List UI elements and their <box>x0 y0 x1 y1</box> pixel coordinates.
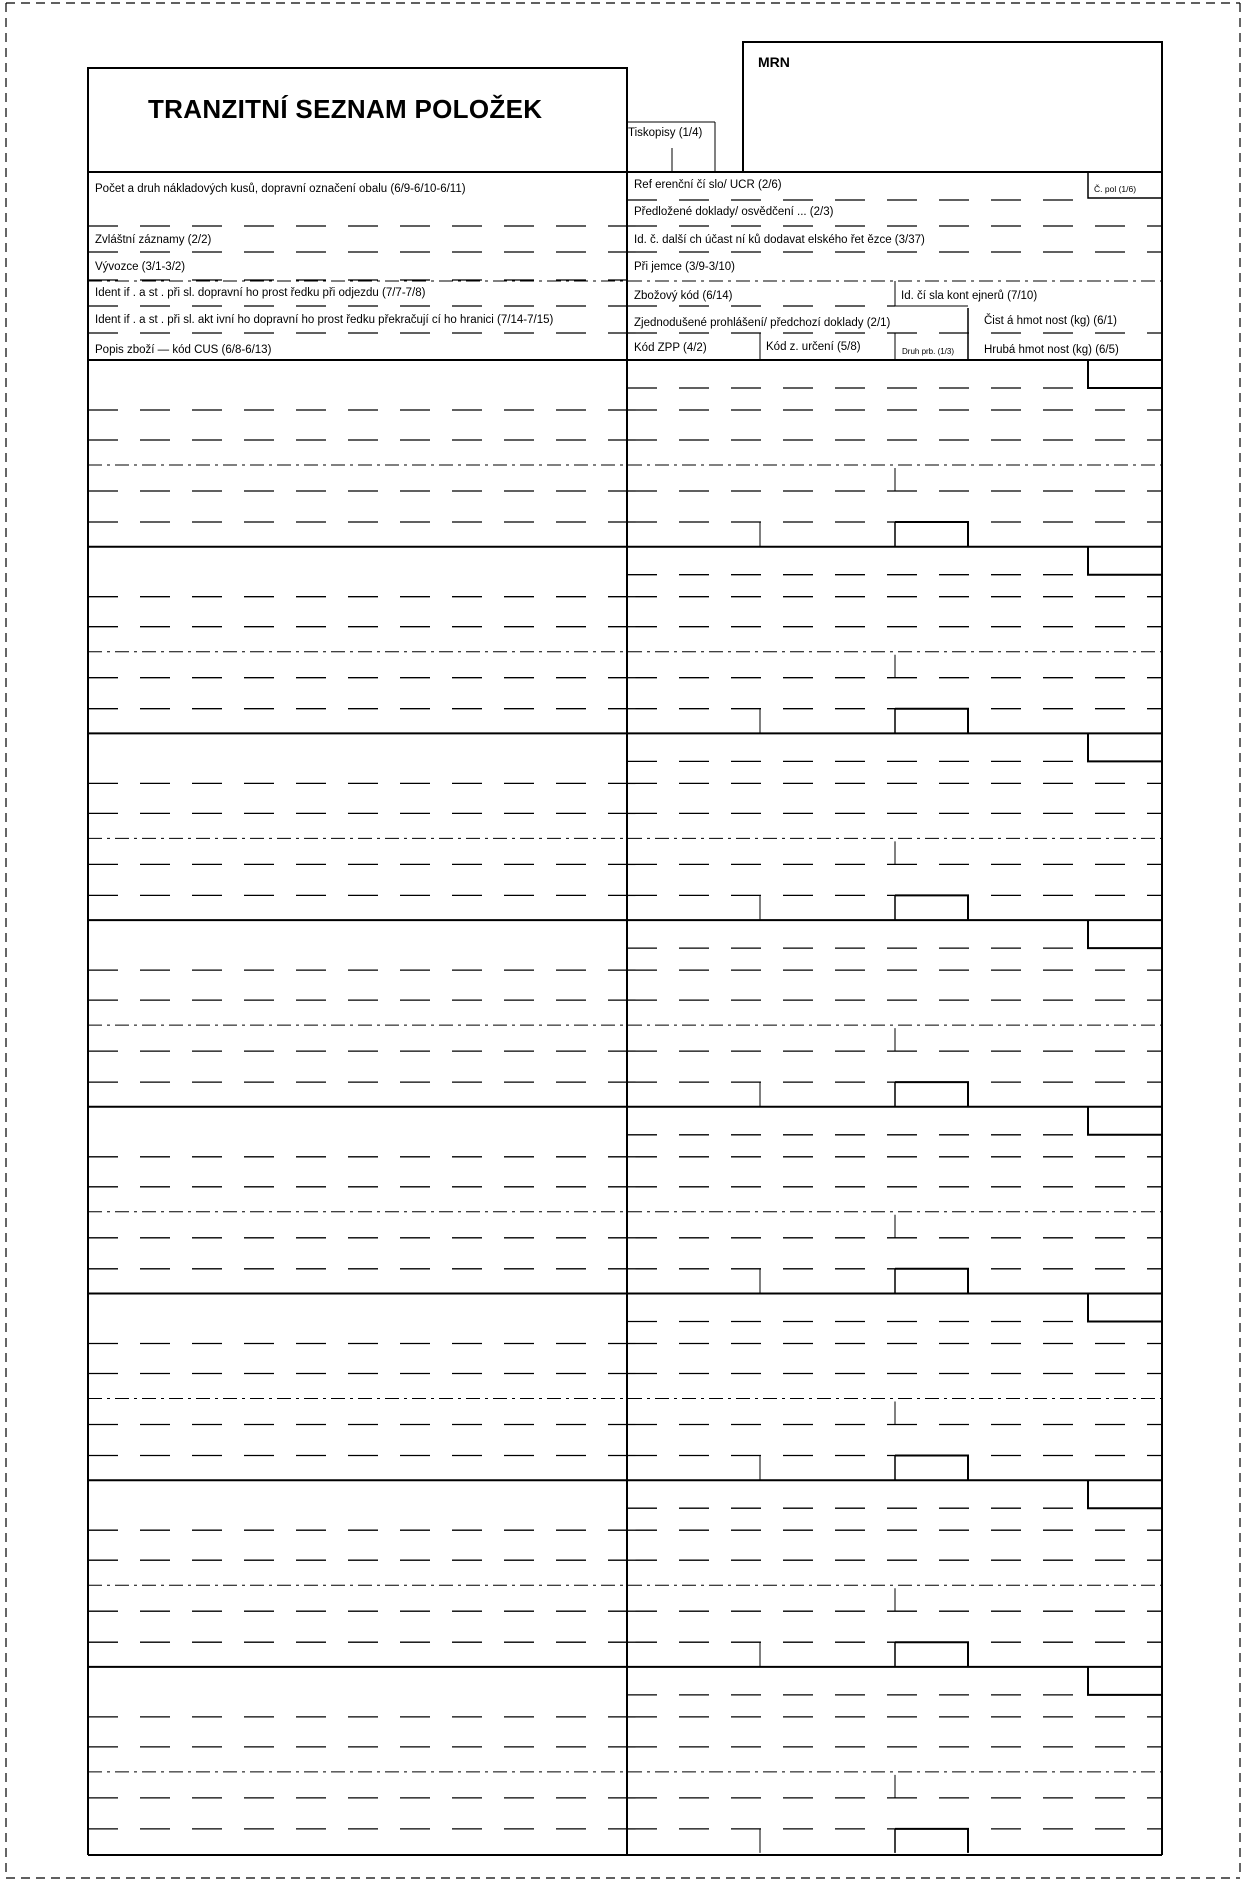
form-title: TRANZITNÍ SEZNAM POLOŽEK <box>148 94 543 124</box>
consignee-label: Při jemce (3/9-3/10) <box>634 261 735 273</box>
destination-code-label: Kód z. určení (5/8) <box>766 341 861 353</box>
gross-box <box>895 1642 968 1666</box>
transit-type-label: Druh prb. (1/3) <box>902 347 955 356</box>
gross-box <box>895 1082 968 1106</box>
item-number-notch <box>1088 1667 1162 1695</box>
exporter-label: Vývozce (3/1-3/2) <box>95 261 186 273</box>
mrn-box <box>743 42 1162 172</box>
commodity-code-label: Zbožový kód (6/14) <box>634 290 733 302</box>
item-number-notch <box>1088 1107 1162 1135</box>
tiskopisy-label: Tiskopisy (1/4) <box>628 127 703 139</box>
net-mass-label: Čist á hmot nost (kg) (6/1) <box>984 315 1117 327</box>
gross-box <box>895 1456 968 1480</box>
special-records-label: Zvláštní záznamy (2/2) <box>95 234 212 246</box>
goods-description-label: Popis zboží — kód CUS (6/8-6/13) <box>95 344 272 356</box>
item-number-label: Č. pol (1/6) <box>1094 184 1137 194</box>
reference-number-label: Ref erenční čí slo/ UCR (2/6) <box>634 179 782 191</box>
documents-label: Předložené doklady/ osvědčení ... (2/3) <box>634 206 834 218</box>
mrn-label: MRN <box>758 54 790 70</box>
container-id-label: Id. čí sla kont ejnerů (7/10) <box>901 290 1038 302</box>
item-number-notch <box>1088 733 1162 761</box>
gross-box <box>895 1829 968 1853</box>
departure-transport-label: Ident if . a st . při sl. dopravní ho prost ředku při odjezdu (7/7-7/8) <box>95 287 426 299</box>
item-number-notch <box>1088 360 1162 388</box>
item-number-notch <box>1088 547 1162 575</box>
item-number-notch <box>1088 1480 1162 1508</box>
item-number-notch <box>1088 920 1162 948</box>
border-transport-label: Ident if . a st . při sl. akt ivní ho dopravní ho prost ředku překračují cí ho hranici (7/14-7/15) <box>95 314 554 326</box>
simplified-declaration-label: Zjednodušené prohlášení/ předchozí doklady (2/1) <box>634 317 891 329</box>
item-number-notch <box>1088 1294 1162 1322</box>
gross-box <box>895 1269 968 1293</box>
supply-chain-id-label: Id. č. další ch účast ní ků dodavat elského řet ězce (3/37) <box>634 234 925 246</box>
gross-box <box>895 895 968 919</box>
gross-mass-label: Hrubá hmot nost (kg) (6/5) <box>984 344 1119 356</box>
packages-label: Počet a druh nákladových kusů, dopravní označení obalu (6/9-6/10-6/11) <box>95 183 466 195</box>
gross-box <box>895 522 968 546</box>
un-dangerous-goods-code-label: Kód ZPP (4/2) <box>634 342 707 354</box>
gross-box <box>895 709 968 733</box>
